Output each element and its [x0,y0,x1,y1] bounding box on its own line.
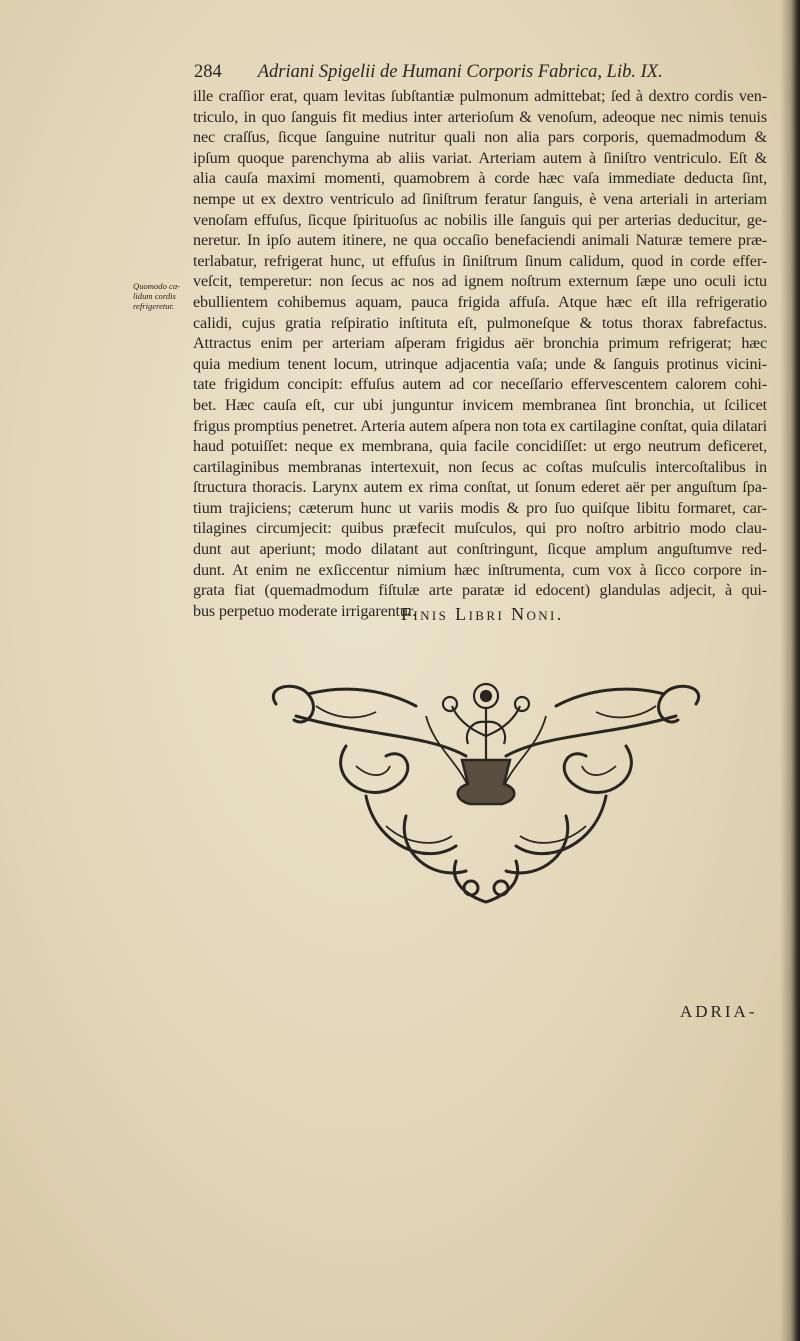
body-text [193,86,767,621]
text-line: alia cauſa maximi momenti, quamobrem à corde hæc vaſa immediate deducta ſint, [193,169,767,188]
text-line: bus perpetuo moderate irrigarentur. [193,601,417,620]
marginal-note-line: lidum cordis [133,290,176,301]
text-line: ebullientem cohibemus aquam, pauca frigida affuſa. Atque hæc eſt illa refrigeratio [193,292,767,311]
text-line: nec craſſus, ſicque ſanguine nutritur quali non alia pars corporis, quemadmodum & [193,128,767,147]
marginal-note [133,282,189,311]
text-line: tate frigidum concipit: effuſus autem ad cor neceſſario effervescentem calorem cohi- [193,375,767,394]
running-title: Adriani Spigelii de Humani Corporis Fabrica, Lib. IX. [257,62,663,82]
text-line: venoſam effuſus, ſicque ſpirituoſus ac nobilis ille ſanguis qui per arterias deducitur, ge- [193,210,767,229]
text-line: quia medium tenent locum, utrinque adjacentia vaſa; unde & ſanguis protinus vicini- [193,354,767,373]
text-line: dunt aut aperiunt; modo dilatant aut conſtringunt, ſicque amplum anguſtumve red- [193,540,767,559]
floral-headpiece-ornament-icon [256,676,716,906]
text-line: terlabatur, refrigerat hunc, ut effuſus in ſiniſtrum ſinum calidum, quod in corde effer- [193,251,767,270]
catchword: ADRIA- [680,1002,758,1021]
text-line: tium trajiciens; cæterum hunc ut variis modis & pro ſuo quiſque libitu formaret, car- [193,498,767,517]
text-line: tilagines circumjecit: quibus præfecit muſculos, qui pro noſtro arbitrio modo clau- [193,519,767,538]
marginal-note-line: Quomodo ca- [133,281,181,291]
text-line: dunt. At enim ne exſiccentur nimium hæc inſtrumenta, cum vox à ſicco corpore in- [193,560,767,579]
page-edge-shadow [780,0,800,1341]
page-number: 284 [194,62,222,82]
text-line: haud potuiſſet: neque ex membrana, quia facile concidiſſet: ut ergo neutrum deficeret, [193,437,767,456]
book-end-heading: Finis Libri Noni. [401,604,564,624]
marginal-note-line: refrigeretur. [133,300,175,311]
text-line: ille craſſior erat, quam levitas ſubſtantiæ pulmonum admittebat; ſed à dextro cordis ven- [193,87,767,105]
running-head [194,60,694,84]
text-line: ſtructura thoracis. Larynx autem ex rima conſtat, ut ſonum ederet aër per anguſtum ſpa- [193,478,767,497]
text-line: nempe ut ex dextro ventriculo ad ſiniſtrum feratur ſanguis, è vena arteriali in arteriam [193,189,767,208]
text-line: cartilaginibus membranas intertexuit, non ſecus ac coſtas muſculis intercoſtalibus in [193,457,767,476]
text-line: triculo, in quo ſanguis fit medius inter arterioſum & venoſum, adeoque nec nimis tenuis [193,107,767,126]
text-line: grata fiat (quemadmodum fiſtulæ arte paratæ id edocent) glandulas adjecit, à qui- [193,581,767,600]
text-line: frigus promptius penetret. Arteria autem aſpera non tota ex cartilagine conſtat, quia dilatari [193,416,767,435]
text-line: ipſum quoque parenchyma ab aliis variat. Arteriam autem à ſiniſtro ventriculo. Eſt & [193,148,767,167]
text-line: veſcit, temperetur: non ſecus ac nos ad ignem noſtrum externum ſæpe uno oculi ictu [193,272,767,291]
text-line: neretur. In ipſo autem itinere, ne qua occaſio benefaciendi animali Naturæ temere præ- [193,231,767,250]
text-line: bet. Hæc cauſa eſt, cur ubi junguntur invicem membranea ſint bronchia, ut ſcilicet [193,395,767,414]
text-line: calidi, cujus gratia reſpiratio inſtituta eſt, pulmoneſque & totus thorax fabrefactus. [193,313,767,332]
text-line: Attractus enim per arteriam aſperam frigidus aër bronchia primum refrigerat; hæc [193,334,767,353]
